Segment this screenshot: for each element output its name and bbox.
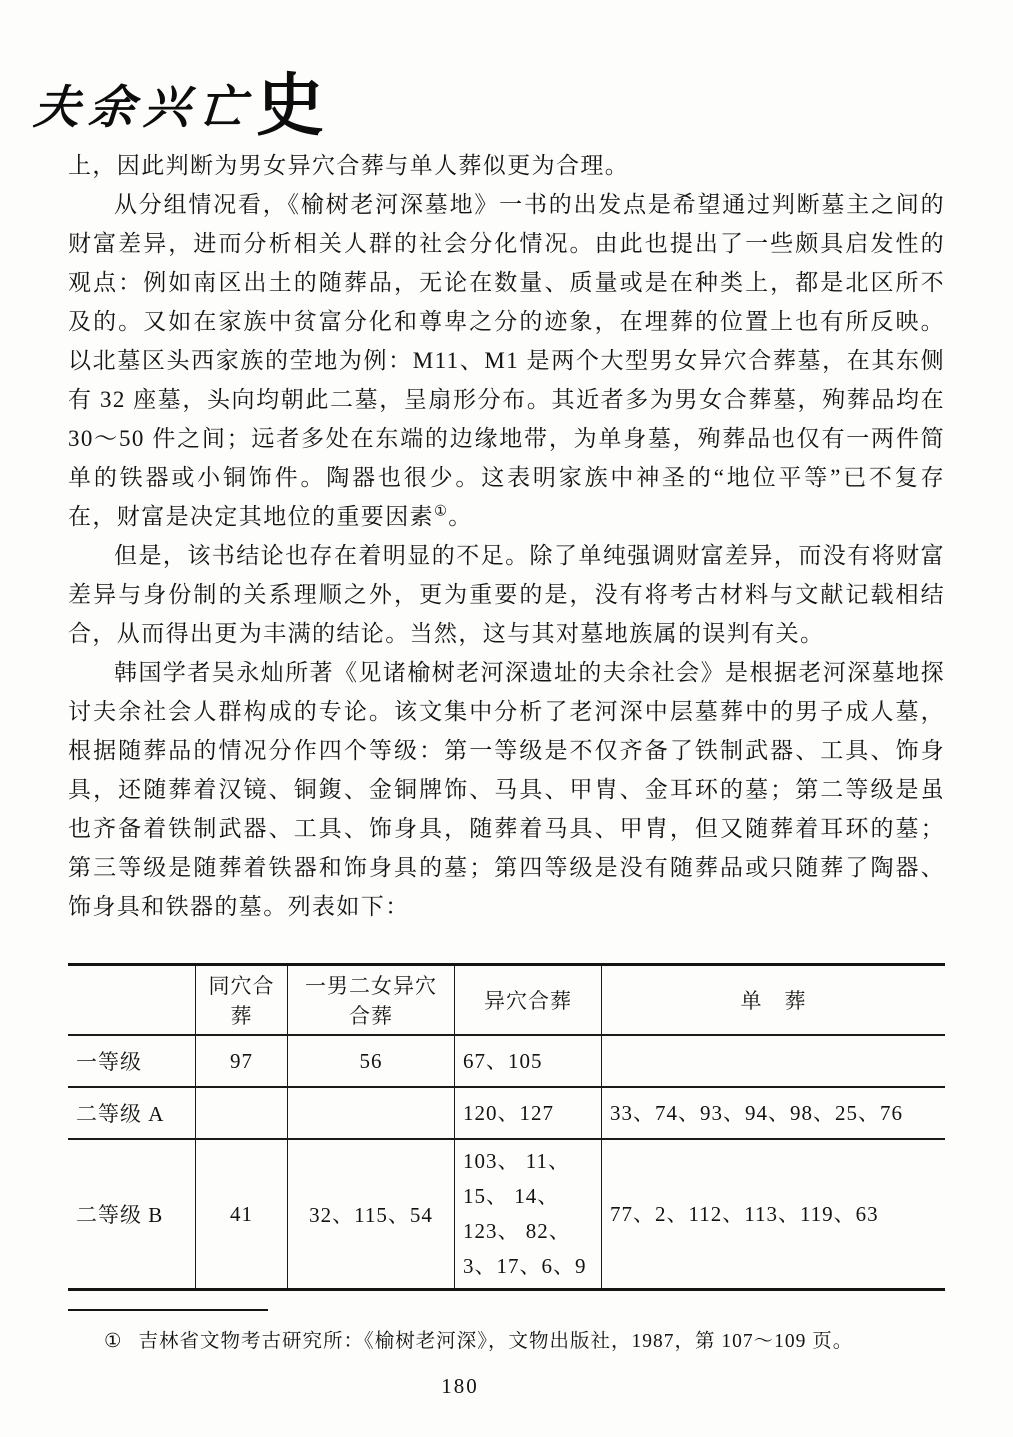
paragraph-grouping-analysis — [68, 185, 945, 536]
footnote-marker: ① — [104, 1331, 123, 1352]
table-cell — [602, 1035, 946, 1087]
book-title-last-char: 史 — [256, 68, 325, 144]
book-title-calligraphy — [31, 52, 325, 149]
footnote — [104, 1327, 945, 1357]
table-cell: 41 — [196, 1139, 288, 1290]
table-cell — [288, 1087, 455, 1139]
paragraph-continuation: 上，因此判断为男女异穴合葬与单人葬似更为合理。 — [68, 153, 630, 178]
table-row-grade2a — [68, 1087, 945, 1139]
table-cell: 56 — [288, 1035, 455, 1087]
column-header-blank — [68, 965, 196, 1036]
row-label: 二等级 B — [76, 1203, 164, 1227]
book-title-main: 夫余兴亡 — [31, 82, 256, 133]
column-header-one-male-two-female: 一男二女异穴合葬 — [288, 965, 455, 1036]
table-row-grade1 — [68, 1035, 945, 1087]
table-header-row — [68, 965, 945, 1036]
table-cell: 32、115、54 — [288, 1139, 455, 1290]
paragraph-2-tail: 。 — [448, 504, 473, 529]
table-cell: 97 — [196, 1035, 288, 1087]
table-row-grade2b — [68, 1139, 945, 1290]
footnote-text: 吉林省文物考古研究所：《榆树老河深》，文物出版社，1987，第 107～109 页。 — [138, 1331, 854, 1352]
footnote-separator — [68, 1309, 268, 1311]
paragraph-critique: 但是，该书结论也存在着明显的不足。除了单纯强调财富差异，而没有将财富差异与身份制的关系理顺之外，更为重要的是，没有将考古材料与文献记载相结合，从而得出更为丰满的结论。当然，这与其对墓地族属的误判有关。 — [68, 543, 945, 646]
column-header-separate-pit: 异穴合葬 — [455, 965, 602, 1036]
footnote-ref-1: ① — [434, 503, 449, 520]
table-cell: 33、74、93、94、98、25、76 — [602, 1087, 946, 1139]
row-label: 一等级 — [68, 1035, 196, 1087]
row-label: 二等级 A — [68, 1087, 196, 1139]
column-header-single-burial: 单 葬 — [602, 965, 946, 1036]
burial-grades-table — [68, 963, 945, 1291]
table-cell: 67、105 — [455, 1035, 602, 1087]
table-cell: 103、 11、 15、 14、 123、 82、 3、17、6、9 — [455, 1139, 602, 1290]
text-column — [68, 146, 945, 1357]
column-header-same-pit: 同穴合葬 — [196, 965, 288, 1036]
table-cell: 120、127 — [455, 1087, 602, 1139]
paragraph-korean-scholar: 韩国学者吴永灿所著《见诸榆树老河深遗址的夫余社会》是根据老河深墓地探讨夫余社会人群构成的专论。该文集中分析了老河深中层墓葬中的男子成人墓，根据随葬品的情况分作四个等级：第一等级是不仅齐备了铁制武器、工具、饰身具，还随葬着汉镜、铜鍑、金铜牌饰、马具、甲胄、金耳环的墓；第二等级是虽也齐备着铁制武器、工具、饰身具，随葬着马具、甲胄，但又随葬着耳环的墓；第三等级是随葬着铁器和饰身具的墓；第四等级是没有随葬品或只随葬了陶器、饰身具和铁器的墓。列表如下： — [68, 660, 945, 919]
table-cell: 77、2、112、113、119、63 — [602, 1139, 946, 1290]
paragraph-2-text: 从分组情况看，《榆树老河深墓地》一书的出发点是希望通过判断墓主之间的财富差异，进而分析相关人群的社会分化情况。由此也提出了一些颇具启发性的观点：例如南区出土的随葬品，无论在数量、质量或是在种类上，都是北区所不及的。又如在家族中贫富分化和尊卑之分的迹象，在埋葬的位置上也有所反映。以北墓区头西家族的茔地为例：M11、M1 是两个大型男女异穴合葬墓，在其东侧有 32 座墓，头向均朝此二墓，呈扇形分布。其近者多为男女合葬墓，殉葬品均在 30～50 件之间；远者多处在东端的边缘地带，为单身墓，殉葬品也仅有一两件简单的铁器或小铜饰件。陶器也很少。这表明家族中神圣的“地位平等”已不复存在，财富是决定其地位的重要因素 — [68, 192, 945, 529]
page-number: 180 — [441, 1374, 479, 1398]
table-cell — [196, 1087, 288, 1139]
